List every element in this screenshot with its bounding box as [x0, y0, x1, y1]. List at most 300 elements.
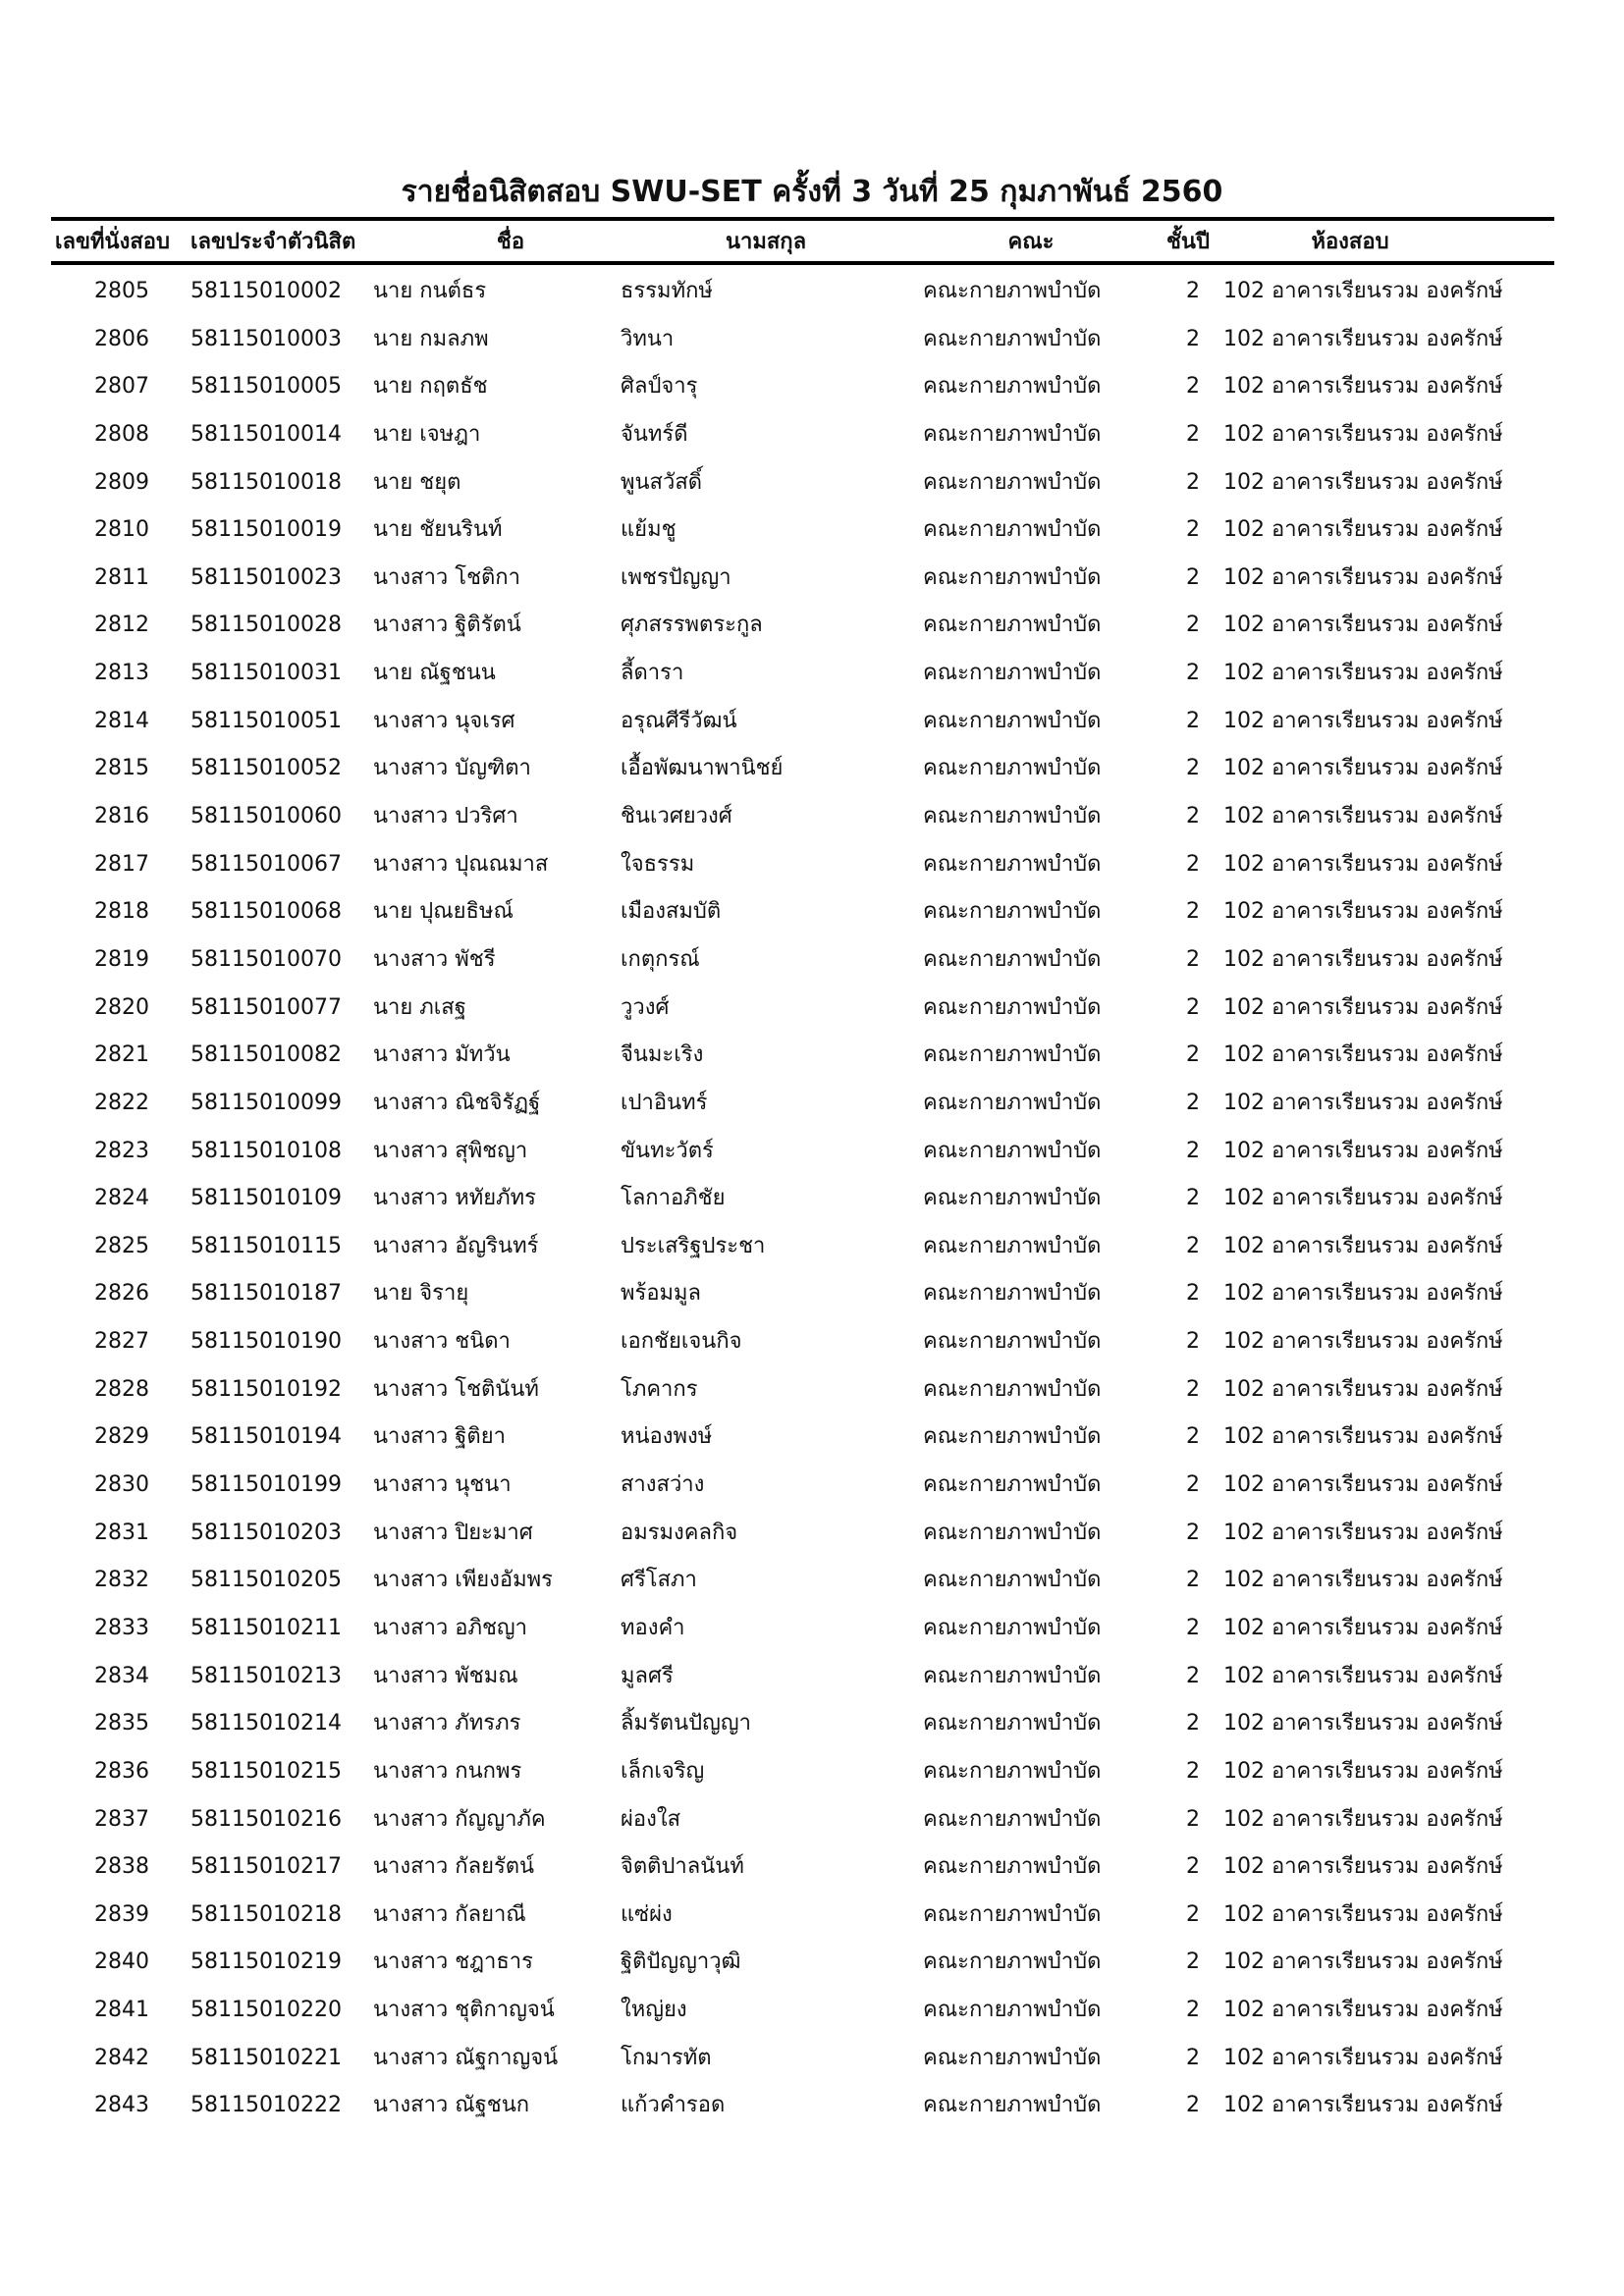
header-first-name: ชื่อ: [496, 230, 525, 254]
faculty-cell: คณะกายภาพบำบัด: [923, 421, 1102, 447]
seat-number-cell: 2828: [94, 1376, 149, 1402]
table-row: [0, 418, 1624, 466]
student-id-cell: 58115010003: [190, 326, 342, 351]
year-cell: 2: [1186, 661, 1200, 686]
last-name-cell: สางสว่าง: [621, 1472, 705, 1498]
year-cell: 2: [1186, 1949, 1200, 1975]
last-name-cell: ขันทะวัตร์: [621, 1138, 714, 1163]
exam-room-cell: 102 อาคารเรียนรวม องครักษ์: [1223, 661, 1503, 686]
student-id-cell: 58115010192: [190, 1376, 342, 1402]
first-name-cell: นางสาว โชติกา: [373, 564, 520, 590]
faculty-cell: คณะกายภาพบำบัด: [923, 1806, 1102, 1832]
student-id-cell: 58115010099: [190, 1090, 342, 1115]
student-id-cell: 58115010077: [190, 994, 342, 1020]
table-header: [0, 224, 1624, 259]
exam-room-cell: 102 อาคารเรียนรวม องครักษ์: [1223, 851, 1503, 877]
table-row: [0, 1135, 1624, 1183]
student-id-cell: 58115010216: [190, 1806, 342, 1832]
seat-number-cell: 2840: [94, 1949, 149, 1975]
student-id-cell: 58115010222: [190, 2093, 342, 2118]
student-id-cell: 58115010205: [190, 1568, 342, 1593]
faculty-cell: คณะกายภาพบำบัด: [923, 946, 1102, 972]
year-cell: 2: [1186, 1042, 1200, 1068]
seat-number-cell: 2832: [94, 1568, 149, 1593]
exam-room-cell: 102 อาคารเรียนรวม องครักษ์: [1223, 1329, 1503, 1355]
year-cell: 2: [1186, 1901, 1200, 1927]
table-row: [0, 800, 1624, 848]
first-name-cell: นาย ปุณยธิษณ์: [373, 899, 514, 925]
table-row: [0, 1803, 1624, 1851]
faculty-cell: คณะกายภาพบำบัด: [923, 1376, 1102, 1402]
exam-room-cell: 102 อาคารเรียนรวม องครักษ์: [1223, 279, 1503, 303]
first-name-cell: นางสาว ปวริศา: [373, 804, 518, 829]
student-id-cell: 58115010005: [190, 374, 342, 400]
seat-number-cell: 2837: [94, 1806, 149, 1832]
faculty-cell: คณะกายภาพบำบัด: [923, 374, 1102, 400]
first-name-cell: นางสาว กนกพร: [373, 1758, 522, 1784]
last-name-cell: แก้วคำรอด: [621, 2093, 726, 2118]
header-seat-number: เลขที่นั่งสอบ: [55, 230, 170, 254]
exam-room-cell: 102 อาคารเรียนรวม องครักษ์: [1223, 1090, 1503, 1115]
header-faculty: คณะ: [1007, 230, 1055, 254]
first-name-cell: นางสาว ฐิติยา: [373, 1424, 506, 1450]
seat-number-cell: 2818: [94, 899, 149, 925]
first-name-cell: นางสาว อัญรินทร์: [373, 1233, 539, 1258]
first-name-cell: นางสาว ชฎาธาร: [373, 1949, 533, 1975]
table-row: [0, 657, 1624, 705]
student-id-cell: 58115010108: [190, 1138, 342, 1163]
seat-number-cell: 2822: [94, 1090, 149, 1115]
first-name-cell: นางสาว ณิชจิรัฏฐ์: [373, 1090, 541, 1115]
year-cell: 2: [1186, 1186, 1200, 1211]
last-name-cell: แย้มชู: [621, 517, 677, 543]
table-row: [0, 609, 1624, 657]
seat-number-cell: 2834: [94, 1663, 149, 1688]
exam-room-cell: 102 อาคารเรียนรวม องครักษ์: [1223, 1472, 1503, 1498]
year-cell: 2: [1186, 708, 1200, 733]
seat-number-cell: 2807: [94, 374, 149, 400]
table-row: [0, 561, 1624, 610]
header-student-id: เลขประจำตัวนิสิต: [190, 230, 356, 254]
first-name-cell: นางสาว ณัฐชนก: [373, 2093, 530, 2118]
faculty-cell: คณะกายภาพบำบัด: [923, 1233, 1102, 1258]
first-name-cell: นางสาว กัลยรัตน์: [373, 1854, 535, 1880]
faculty-cell: คณะกายภาพบำบัด: [923, 613, 1102, 638]
student-id-cell: 58115010060: [190, 804, 342, 829]
table-row: [0, 1755, 1624, 1803]
exam-room-cell: 102 อาคารเรียนรวม องครักษ์: [1223, 564, 1503, 590]
table-row: [0, 991, 1624, 1040]
student-id-cell: 58115010115: [190, 1233, 342, 1258]
exam-room-cell: 102 อาคารเรียนรวม องครักษ์: [1223, 1138, 1503, 1163]
table-row: [0, 1517, 1624, 1565]
student-id-cell: 58115010218: [190, 1901, 342, 1927]
exam-room-cell: 102 อาคารเรียนรวม องครักษ์: [1223, 994, 1503, 1020]
faculty-cell: คณะกายภาพบำบัด: [923, 517, 1102, 543]
first-name-cell: นางสาว พัชมณ: [373, 1663, 518, 1688]
first-name-cell: นาย กฤตธัช: [373, 374, 488, 400]
first-name-cell: นางสาว ภัทรภร: [373, 1711, 521, 1736]
faculty-cell: คณะกายภาพบำบัด: [923, 756, 1102, 781]
last-name-cell: ใหญ่ยง: [621, 1998, 687, 2023]
table-row: [0, 466, 1624, 514]
faculty-cell: คณะกายภาพบำบัด: [923, 1138, 1102, 1163]
student-id-cell: 58115010018: [190, 469, 342, 495]
faculty-cell: คณะกายภาพบำบัด: [923, 1615, 1102, 1640]
student-id-cell: 58115010215: [190, 1758, 342, 1784]
first-name-cell: นางสาว ณัฐกาญจน์: [373, 2045, 559, 2070]
year-cell: 2: [1186, 1758, 1200, 1784]
last-name-cell: จีนมะเริง: [621, 1042, 704, 1068]
table-row: [0, 1660, 1624, 1708]
table-row: [0, 1039, 1624, 1087]
last-name-cell: ทองคำ: [621, 1615, 685, 1640]
faculty-cell: คณะกายภาพบำบัด: [923, 708, 1102, 733]
faculty-cell: คณะกายภาพบำบัด: [923, 899, 1102, 925]
year-cell: 2: [1186, 994, 1200, 1020]
exam-room-cell: 102 อาคารเรียนรวม องครักษ์: [1223, 804, 1503, 829]
faculty-cell: คณะกายภาพบำบัด: [923, 994, 1102, 1020]
faculty-cell: คณะกายภาพบำบัด: [923, 851, 1102, 877]
last-name-cell: เปาอินทร์: [621, 1090, 708, 1115]
seat-number-cell: 2812: [94, 613, 149, 638]
first-name-cell: นางสาว หทัยภัทร: [373, 1186, 536, 1211]
last-name-cell: จิตติปาลนันท์: [621, 1854, 744, 1880]
first-name-cell: นางสาว กัลยาณี: [373, 1901, 526, 1927]
seat-number-cell: 2831: [94, 1520, 149, 1545]
year-cell: 2: [1186, 1568, 1200, 1593]
exam-room-cell: 102 อาคารเรียนรวม องครักษ์: [1223, 1901, 1503, 1927]
table-row: [0, 370, 1624, 418]
faculty-cell: คณะกายภาพบำบัด: [923, 1329, 1102, 1355]
table-row: [0, 1946, 1624, 1994]
year-cell: 2: [1186, 1998, 1200, 2023]
seat-number-cell: 2808: [94, 421, 149, 447]
table-row: [0, 1277, 1624, 1325]
last-name-cell: ฐิติปัญญาวุฒิ: [621, 1949, 741, 1975]
table-body: [0, 275, 1624, 2137]
faculty-cell: คณะกายภาพบำบัด: [923, 469, 1102, 495]
faculty-cell: คณะกายภาพบำบัด: [923, 2045, 1102, 2070]
student-id-cell: 58115010028: [190, 613, 342, 638]
seat-number-cell: 2842: [94, 2045, 149, 2070]
student-id-cell: 58115010213: [190, 1663, 342, 1688]
year-cell: 2: [1186, 946, 1200, 972]
table-row: [0, 1182, 1624, 1230]
student-id-cell: 58115010068: [190, 899, 342, 925]
faculty-cell: คณะกายภาพบำบัด: [923, 1711, 1102, 1736]
last-name-cell: เอกชัยเจนกิจ: [621, 1329, 742, 1355]
exam-room-cell: 102 อาคารเรียนรวม องครักษ์: [1223, 1998, 1503, 2023]
exam-room-cell: 102 อาคารเรียนรวม องครักษ์: [1223, 1758, 1503, 1784]
last-name-cell: พูนสวัสดิ์: [621, 469, 703, 495]
student-id-cell: 58115010023: [190, 564, 342, 590]
table-row: [0, 943, 1624, 991]
year-cell: 2: [1186, 1615, 1200, 1640]
seat-number-cell: 2825: [94, 1233, 149, 1258]
faculty-cell: คณะกายภาพบำบัด: [923, 564, 1102, 590]
seat-number-cell: 2821: [94, 1042, 149, 1068]
first-name-cell: นางสาว สุพิชญา: [373, 1138, 528, 1163]
year-cell: 2: [1186, 1663, 1200, 1688]
faculty-cell: คณะกายภาพบำบัด: [923, 1520, 1102, 1545]
table-row: [0, 1230, 1624, 1278]
faculty-cell: คณะกายภาพบำบัด: [923, 279, 1102, 303]
table-row: [0, 1994, 1624, 2042]
exam-room-cell: 102 อาคารเรียนรวม องครักษ์: [1223, 2045, 1503, 2070]
year-cell: 2: [1186, 421, 1200, 447]
last-name-cell: ผ่องใส: [621, 1806, 681, 1832]
exam-room-cell: 102 อาคารเรียนรวม องครักษ์: [1223, 1711, 1503, 1736]
faculty-cell: คณะกายภาพบำบัด: [923, 1568, 1102, 1593]
first-name-cell: นางสาว กัญญาภัค: [373, 1806, 546, 1832]
exam-room-cell: 102 อาคารเรียนรวม องครักษ์: [1223, 1568, 1503, 1593]
year-cell: 2: [1186, 1472, 1200, 1498]
exam-room-cell: 102 อาคารเรียนรวม องครักษ์: [1223, 899, 1503, 925]
first-name-cell: นางสาว พัชรี: [373, 946, 496, 972]
seat-number-cell: 2805: [94, 279, 149, 303]
exam-room-cell: 102 อาคารเรียนรวม องครักษ์: [1223, 1233, 1503, 1258]
first-name-cell: นาย กมลภพ: [373, 326, 489, 351]
last-name-cell: ลี้ดารา: [621, 661, 684, 686]
table-row: [0, 705, 1624, 753]
table-row: [0, 1707, 1624, 1755]
seat-number-cell: 2820: [94, 994, 149, 1020]
seat-number-cell: 2815: [94, 756, 149, 781]
year-cell: 2: [1186, 1806, 1200, 1832]
last-name-cell: เกตุกรณ์: [621, 946, 700, 972]
first-name-cell: นาย จิรายุ: [373, 1281, 469, 1307]
year-cell: 2: [1186, 2045, 1200, 2070]
seat-number-cell: 2841: [94, 1998, 149, 2023]
year-cell: 2: [1186, 899, 1200, 925]
student-id-cell: 58115010219: [190, 1949, 342, 1975]
faculty-cell: คณะกายภาพบำบัด: [923, 1949, 1102, 1975]
student-id-cell: 58115010014: [190, 421, 342, 447]
year-cell: 2: [1186, 756, 1200, 781]
table-row: [0, 1898, 1624, 1947]
first-name-cell: นางสาว ชนิดา: [373, 1329, 511, 1355]
exam-room-cell: 102 อาคารเรียนรวม องครักษ์: [1223, 374, 1503, 400]
year-cell: 2: [1186, 1329, 1200, 1355]
last-name-cell: พร้อมมูล: [621, 1281, 702, 1307]
seat-number-cell: 2829: [94, 1424, 149, 1450]
year-cell: 2: [1186, 2093, 1200, 2118]
last-name-cell: จันทร์ดี: [621, 421, 688, 447]
seat-number-cell: 2806: [94, 326, 149, 351]
first-name-cell: นาย เจษฎา: [373, 421, 481, 447]
year-cell: 2: [1186, 804, 1200, 829]
exam-room-cell: 102 อาคารเรียนรวม องครักษ์: [1223, 517, 1503, 543]
faculty-cell: คณะกายภาพบำบัด: [923, 1758, 1102, 1784]
faculty-cell: คณะกายภาพบำบัด: [923, 1901, 1102, 1927]
last-name-cell: วูวงศ์: [621, 994, 670, 1020]
seat-number-cell: 2830: [94, 1472, 149, 1498]
table-row: [0, 895, 1624, 943]
table-row: [0, 848, 1624, 896]
student-id-cell: 58115010194: [190, 1424, 342, 1450]
exam-room-cell: 102 อาคารเรียนรวม องครักษ์: [1223, 1806, 1503, 1832]
exam-room-cell: 102 อาคารเรียนรวม องครักษ์: [1223, 1376, 1503, 1402]
student-id-cell: 58115010067: [190, 851, 342, 877]
last-name-cell: ชินเวศยวงศ์: [621, 804, 732, 829]
year-cell: 2: [1186, 517, 1200, 543]
year-cell: 2: [1186, 1711, 1200, 1736]
seat-number-cell: 2811: [94, 564, 149, 590]
last-name-cell: ลิ้มรัตนปัญญา: [621, 1711, 751, 1736]
year-cell: 2: [1186, 1376, 1200, 1402]
faculty-cell: คณะกายภาพบำบัด: [923, 1424, 1102, 1450]
first-name-cell: นาย ณัฐชนน: [373, 661, 496, 686]
faculty-cell: คณะกายภาพบำบัด: [923, 661, 1102, 686]
exam-room-cell: 102 อาคารเรียนรวม องครักษ์: [1223, 1281, 1503, 1307]
student-id-cell: 58115010221: [190, 2045, 342, 2070]
student-id-cell: 58115010052: [190, 756, 342, 781]
first-name-cell: นางสาว มัทวัน: [373, 1042, 511, 1068]
faculty-cell: คณะกายภาพบำบัด: [923, 1281, 1102, 1307]
header-year: ชั้นปี: [1166, 230, 1210, 254]
first-name-cell: นาย ชัยนรินท์: [373, 517, 503, 543]
last-name-cell: เมืองสมบัติ: [621, 899, 722, 925]
student-id-cell: 58115010214: [190, 1711, 342, 1736]
header-last-name: นามสกุล: [725, 230, 807, 254]
seat-number-cell: 2827: [94, 1329, 149, 1355]
table-row: [0, 1564, 1624, 1612]
student-id-cell: 58115010203: [190, 1520, 342, 1545]
table-row: [0, 1612, 1624, 1660]
table-row: [0, 513, 1624, 561]
last-name-cell: โลกาอภิชัย: [621, 1186, 726, 1211]
exam-room-cell: 102 อาคารเรียนรวม องครักษ์: [1223, 1615, 1503, 1640]
year-cell: 2: [1186, 1854, 1200, 1880]
first-name-cell: นางสาว โชตินันท์: [373, 1376, 539, 1402]
seat-number-cell: 2813: [94, 661, 149, 686]
last-name-cell: อมรมงคลกิจ: [621, 1520, 738, 1545]
last-name-cell: อรุณศีรีวัฒน์: [621, 708, 737, 733]
last-name-cell: ศิลป์จารุ: [621, 374, 698, 400]
table-row: [0, 1087, 1624, 1135]
first-name-cell: นาย ภเสฐ: [373, 994, 466, 1020]
table-row: [0, 1468, 1624, 1517]
table-row: [0, 1373, 1624, 1421]
year-cell: 2: [1186, 613, 1200, 638]
first-name-cell: นาย ชยุต: [373, 469, 461, 495]
seat-number-cell: 2835: [94, 1711, 149, 1736]
last-name-cell: หน่องพงษ์: [621, 1424, 713, 1450]
last-name-cell: แซ่ผ่ง: [621, 1901, 673, 1927]
seat-number-cell: 2817: [94, 851, 149, 877]
year-cell: 2: [1186, 1281, 1200, 1307]
header-exam-room: ห้องสอบ: [1311, 230, 1389, 254]
exam-room-cell: 102 อาคารเรียนรวม องครักษ์: [1223, 2093, 1503, 2118]
year-cell: 2: [1186, 851, 1200, 877]
header-bottom-rule: [51, 261, 1554, 265]
student-id-cell: 58115010002: [190, 279, 342, 303]
first-name-cell: นาย กนต์ธร: [373, 279, 487, 303]
exam-room-cell: 102 อาคารเรียนรวม องครักษ์: [1223, 946, 1503, 972]
exam-room-cell: 102 อาคารเรียนรวม องครักษ์: [1223, 1186, 1503, 1211]
faculty-cell: คณะกายภาพบำบัด: [923, 1042, 1102, 1068]
seat-number-cell: 2824: [94, 1186, 149, 1211]
faculty-cell: คณะกายภาพบำบัด: [923, 1090, 1102, 1115]
first-name-cell: นางสาว นุชนา: [373, 1472, 512, 1498]
year-cell: 2: [1186, 326, 1200, 351]
exam-room-cell: 102 อาคารเรียนรวม องครักษ์: [1223, 1854, 1503, 1880]
exam-room-cell: 102 อาคารเรียนรวม องครักษ์: [1223, 469, 1503, 495]
faculty-cell: คณะกายภาพบำบัด: [923, 1854, 1102, 1880]
year-cell: 2: [1186, 1424, 1200, 1450]
seat-number-cell: 2833: [94, 1615, 149, 1640]
last-name-cell: ใจธรรม: [621, 851, 695, 877]
year-cell: 2: [1186, 564, 1200, 590]
page-title: รายชื่อนิสิตสอบ SWU-SET ครั้งที่ 3 วันที่ 25 กุมภาพันธ์ 2560: [401, 175, 1223, 209]
table-row: [0, 2042, 1624, 2090]
table-row: [0, 1850, 1624, 1898]
exam-room-cell: 102 อาคารเรียนรวม องครักษ์: [1223, 613, 1503, 638]
last-name-cell: เอื้อพัฒนาพานิชย์: [621, 756, 784, 781]
first-name-cell: นางสาว บัญฑิตา: [373, 756, 531, 781]
seat-number-cell: 2826: [94, 1281, 149, 1307]
seat-number-cell: 2816: [94, 804, 149, 829]
faculty-cell: คณะกายภาพบำบัด: [923, 1186, 1102, 1211]
table-row: [0, 323, 1624, 371]
exam-room-cell: 102 อาคารเรียนรวม องครักษ์: [1223, 1663, 1503, 1688]
last-name-cell: เล็กเจริญ: [621, 1758, 705, 1784]
faculty-cell: คณะกายภาพบำบัด: [923, 804, 1102, 829]
last-name-cell: โภคากร: [621, 1376, 698, 1402]
student-id-cell: 58115010190: [190, 1329, 342, 1355]
exam-room-cell: 102 อาคารเรียนรวม องครักษ์: [1223, 708, 1503, 733]
last-name-cell: ประเสริฐประชา: [621, 1233, 766, 1258]
student-id-cell: 58115010220: [190, 1998, 342, 2023]
table-row: [0, 1420, 1624, 1468]
first-name-cell: นางสาว ชุติกาญจน์: [373, 1998, 555, 2023]
faculty-cell: คณะกายภาพบำบัด: [923, 2093, 1102, 2118]
first-name-cell: นางสาว ฐิติรัตน์: [373, 613, 521, 638]
last-name-cell: เพชรปัญญา: [621, 564, 731, 590]
last-name-cell: โกมารทัต: [621, 2045, 712, 2070]
student-id-cell: 58115010199: [190, 1472, 342, 1498]
last-name-cell: ศุภสรรพตระกูล: [621, 613, 763, 638]
year-cell: 2: [1186, 279, 1200, 303]
seat-number-cell: 2819: [94, 946, 149, 972]
last-name-cell: มูลศรี: [621, 1663, 674, 1688]
last-name-cell: ธรรมทักษ์: [621, 279, 713, 303]
exam-room-cell: 102 อาคารเรียนรวม องครักษ์: [1223, 421, 1503, 447]
seat-number-cell: 2839: [94, 1901, 149, 1927]
student-id-cell: 58115010031: [190, 661, 342, 686]
seat-number-cell: 2823: [94, 1138, 149, 1163]
faculty-cell: คณะกายภาพบำบัด: [923, 326, 1102, 351]
student-id-cell: 58115010187: [190, 1281, 342, 1307]
faculty-cell: คณะกายภาพบำบัด: [923, 1998, 1102, 2023]
student-id-cell: 58115010217: [190, 1854, 342, 1880]
seat-number-cell: 2836: [94, 1758, 149, 1784]
header-top-rule: [51, 217, 1554, 221]
table-row: [0, 2089, 1624, 2137]
first-name-cell: นางสาว อภิชญา: [373, 1615, 528, 1640]
student-id-cell: 58115010051: [190, 708, 342, 733]
seat-number-cell: 2810: [94, 517, 149, 543]
faculty-cell: คณะกายภาพบำบัด: [923, 1663, 1102, 1688]
year-cell: 2: [1186, 1233, 1200, 1258]
exam-room-cell: 102 อาคารเรียนรวม องครักษ์: [1223, 1520, 1503, 1545]
last-name-cell: วิทนา: [621, 326, 675, 351]
table-row: [0, 752, 1624, 800]
year-cell: 2: [1186, 469, 1200, 495]
exam-room-cell: 102 อาคารเรียนรวม องครักษ์: [1223, 1042, 1503, 1068]
student-id-cell: 58115010070: [190, 946, 342, 972]
